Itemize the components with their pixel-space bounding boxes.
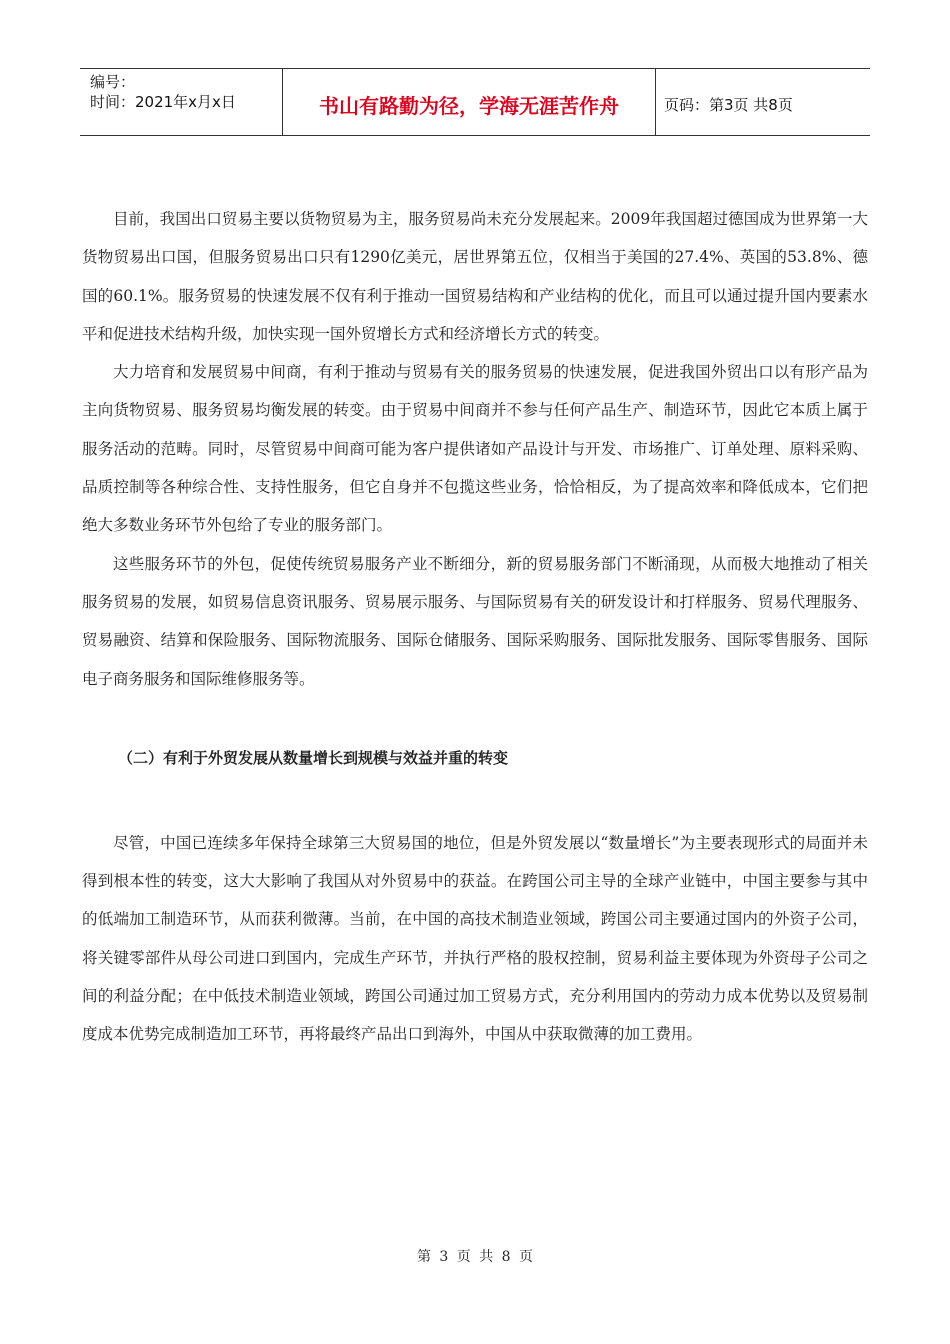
body-paragraph: 目前，我国出口贸易主要以货物贸易为主，服务贸易尚未充分发展起来。2009年我国超过德国成为世界第一大货物贸易出口国，但服务贸易出口只有1290亿美元，居世界第五位，仅相当于美国的27.4%、英国的53.8%、德国的60.1%。服务贸易的快速发展不仅有利于推动一国贸易结构和产业结构的优化，而且可以通过提升国内要素水平和促进技术结构升级，加快实现一国外贸增长方式和经济增长方式的转变。 <box>82 210 868 343</box>
motto-text: 书山有路勤为径，学海无涯苦作舟 <box>319 93 619 118</box>
document-header <box>80 68 870 136</box>
header-motto-cell <box>282 69 656 135</box>
spacer <box>82 777 868 824</box>
date-label: 时间：2021年x月x日 <box>90 93 236 111</box>
section-heading: （二）有利于外贸发展从数量增长到规模与效益并重的转变 <box>118 748 509 767</box>
page-footer: 第 3 页 共 8 页 <box>416 1249 534 1265</box>
serial-label: 编号： <box>90 73 136 91</box>
page-info: 页码：第3页 共8页 <box>664 95 793 114</box>
body-paragraph: 大力培育和发展贸易中间商，有利于推动与贸易有关的服务贸易的快速发展，促进我国外贸出口以有形产品为主向货物贸易、服务贸易均衡发展的转变。由于贸易中间商并不参与任何产品生产、制造环节，因此它本质上属于服务活动的范畴。同时，尽管贸易中间商可能为客户提供诸如产品设计与开发、市场推广、订单处理、原料采购、品质控制等各种综合性、支持性服务，但它自身并不包揽这些业务，恰恰相反，为了提高效率和降低成本，它们把绝大多数业务环节外包给了专业的服务部门。 <box>82 363 868 535</box>
body-paragraph: 这些服务环节的外包，促使传统贸易服务产业不断细分，新的贸易服务部门不断涌现，从而极大地推动了相关服务贸易的发展，如贸易信息资讯服务、贸易展示服务、与国际贸易有关的研发设计和打样服务、贸易代理服务、贸易融资、结算和保险服务、国际物流服务、国际仓储服务、国际采购服务、国际批发服务、国际零售服务、国际电子商务服务和国际维修服务等。 <box>82 554 868 688</box>
document-body <box>82 200 868 1054</box>
header-page-cell <box>656 69 870 135</box>
body-paragraph: 尽管，中国已连续多年保持全球第三大贸易国的地位，但是外贸发展以“数量增长”为主要表现形式的局面并未得到根本性的转变，这大大影响了我国从对外贸易中的获益。在跨国公司主导的全球产业链中，中国主要参与其中的低端加工制造环节，从而获利微薄。当前，在中国的高技术制造业领域，跨国公司主要通过国内的外资子公司，将关键零部件从母公司进口到国内，完成生产环节，并执行严格的股权控制，贸易利益主要体现为外资母子公司之间的利益分配；在中低技术制造业领域，跨国公司通过加工贸易方式，充分利用国内的劳动力成本优势以及贸易制度成本优势完成制造加工环节，再将最终产品出口到海外，中国从中获取微薄的加工费用。 <box>82 833 868 1044</box>
header-meta-cell <box>80 69 282 135</box>
